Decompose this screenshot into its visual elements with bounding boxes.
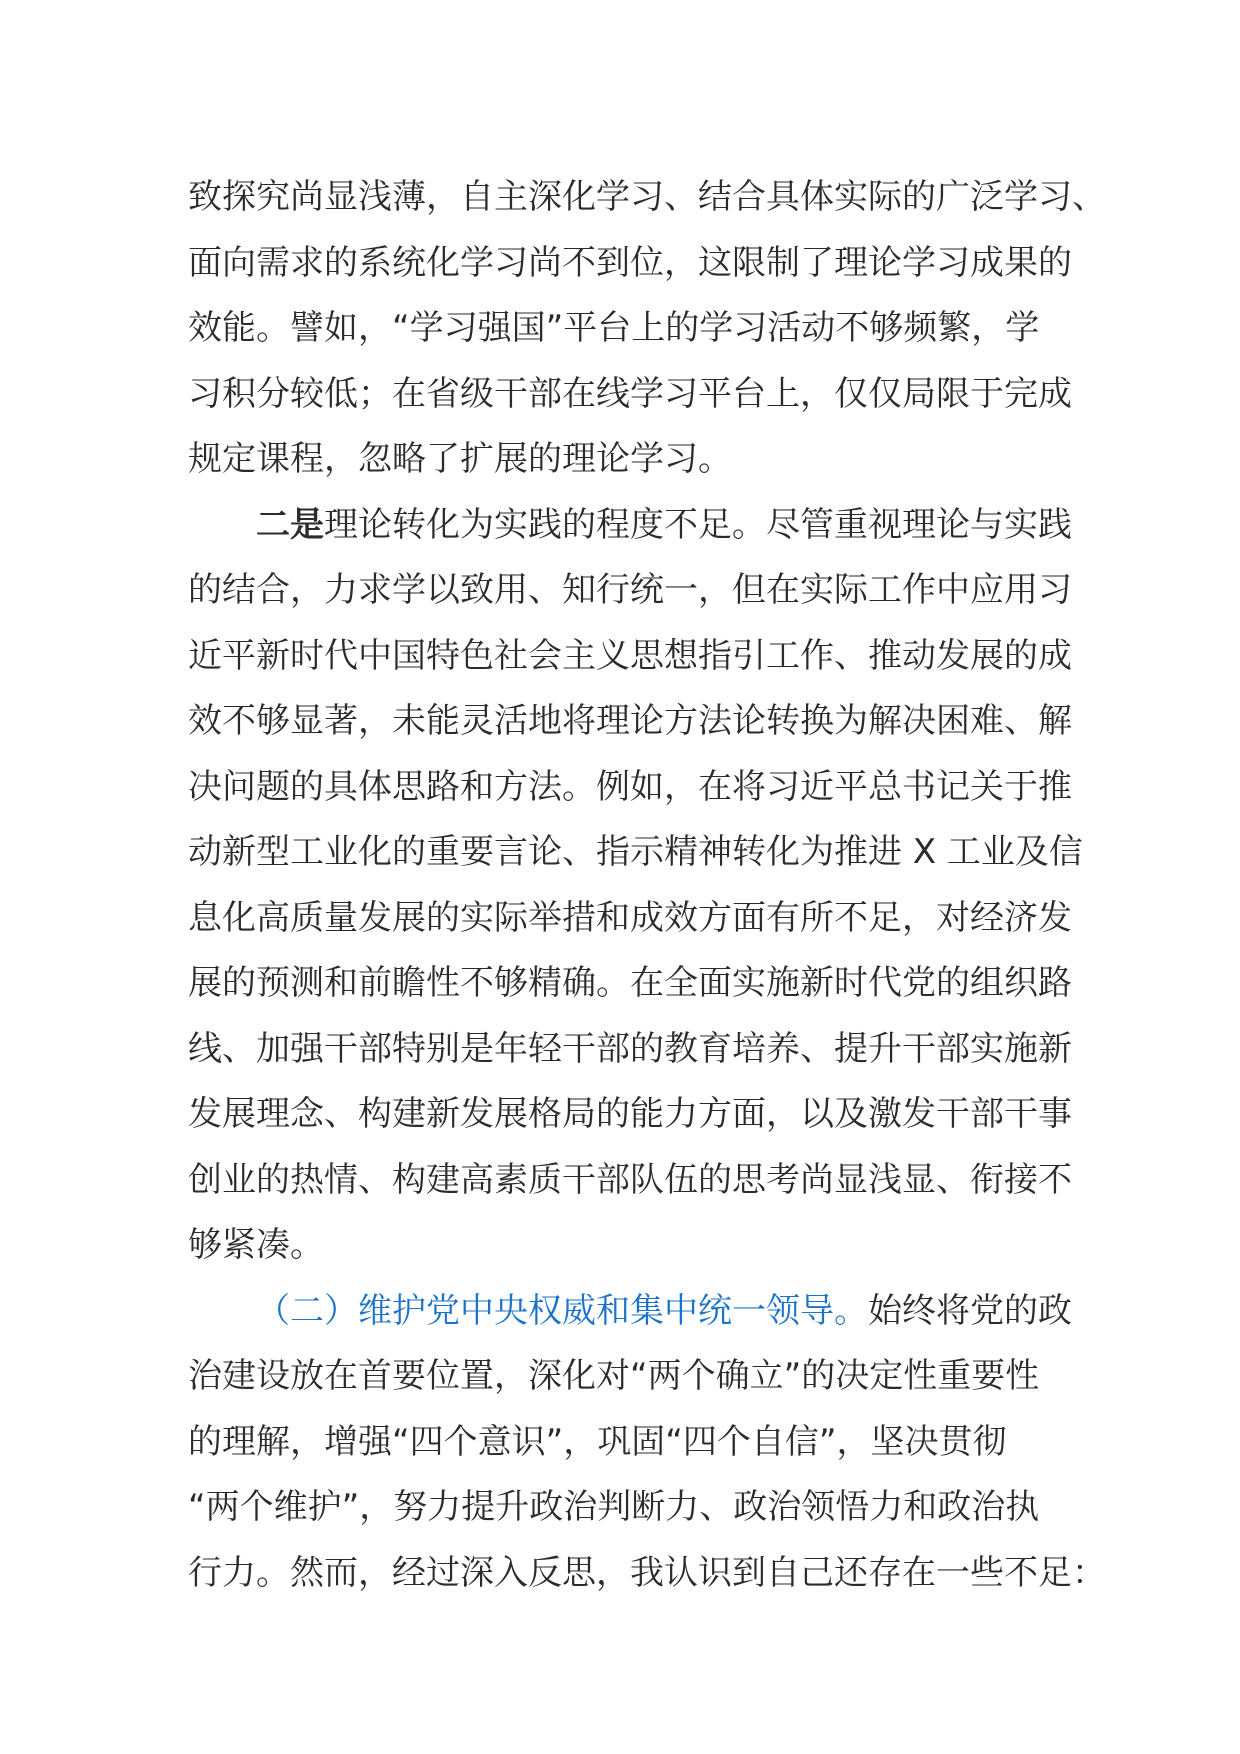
text-line: 习积分较低；在省级干部在线学习平台上，仅仅局限于完成: [188, 373, 1072, 414]
paragraph-theory-to-practice: [188, 493, 1083, 1279]
text-line: 发展理念、构建新发展格局的能力方面，以及激发干部干事: [188, 1094, 1072, 1134]
text-line: 近平新时代中国特色社会主义思想指引工作、推动发展的成: [188, 635, 1072, 676]
text-line: 效不够显著，未能灵活地将理论方法论转换为解决困难、解: [188, 701, 1072, 741]
text-line: [188, 1279, 1072, 1345]
text-line: 息化高质量发展的实际举措和成效方面有所不足，对经济发: [188, 897, 1072, 938]
paragraph-central-authority: [188, 1279, 1106, 1607]
text-line: “两个维护”，努力提升政治判断力、政治领悟力和政治执: [188, 1487, 1040, 1527]
text-fragment: 始终将党的政: [868, 1290, 1072, 1331]
text-line: 动新型工业化的重要言论、指示精神转化为推进 X 工业及信: [188, 832, 1083, 872]
text-line: [188, 493, 1072, 559]
text-fragment: 理论转化为实践的程度不足。尽管重视理论与实践: [324, 504, 1072, 545]
text-line: 面向需求的系统化学习尚不到位，这限制了理论学习成果的: [188, 242, 1072, 283]
text-line: 行力。然而，经过深入反思，我认识到自己还存在一些不足：: [188, 1552, 1106, 1593]
text-line: 线、加强干部特别是年轻干部的教育培养、提升干部实施新: [188, 1028, 1072, 1069]
paragraph-lead: 二是: [256, 504, 324, 545]
text-line: 的结合，力求学以致用、知行统一，但在实际工作中应用习: [188, 570, 1072, 610]
paragraph-learning-depth: [188, 165, 1106, 493]
text-line: 展的预测和前瞻性不够精确。在全面实施新时代党的组织路: [188, 963, 1072, 1003]
text-line: 治建设放在首要位置，深化对“两个确立”的决定性重要性: [188, 1356, 1040, 1396]
text-line: 够紧凑。: [188, 1225, 324, 1265]
text-line: 规定课程，忽略了扩展的理论学习。: [188, 439, 732, 479]
document-body: [188, 165, 1106, 1606]
section-heading: （二）维护党中央权威和集中统一领导。: [256, 1290, 868, 1331]
text-line: 创业的热情、构建高素质干部队伍的思考尚显浅显、衔接不: [188, 1159, 1072, 1200]
text-line: 效能。譬如，“学习强国”平台上的学习活动不够频繁，学: [188, 308, 1040, 348]
text-line: 致探究尚显浅薄，自主深化学习、结合具体实际的广泛学习、: [188, 177, 1106, 217]
text-line: 决问题的具体思路和方法。例如，在将习近平总书记关于推: [188, 766, 1072, 807]
text-line: 的理解，增强“四个意识”，巩固“四个自信”，坚决贯彻: [188, 1421, 1007, 1462]
